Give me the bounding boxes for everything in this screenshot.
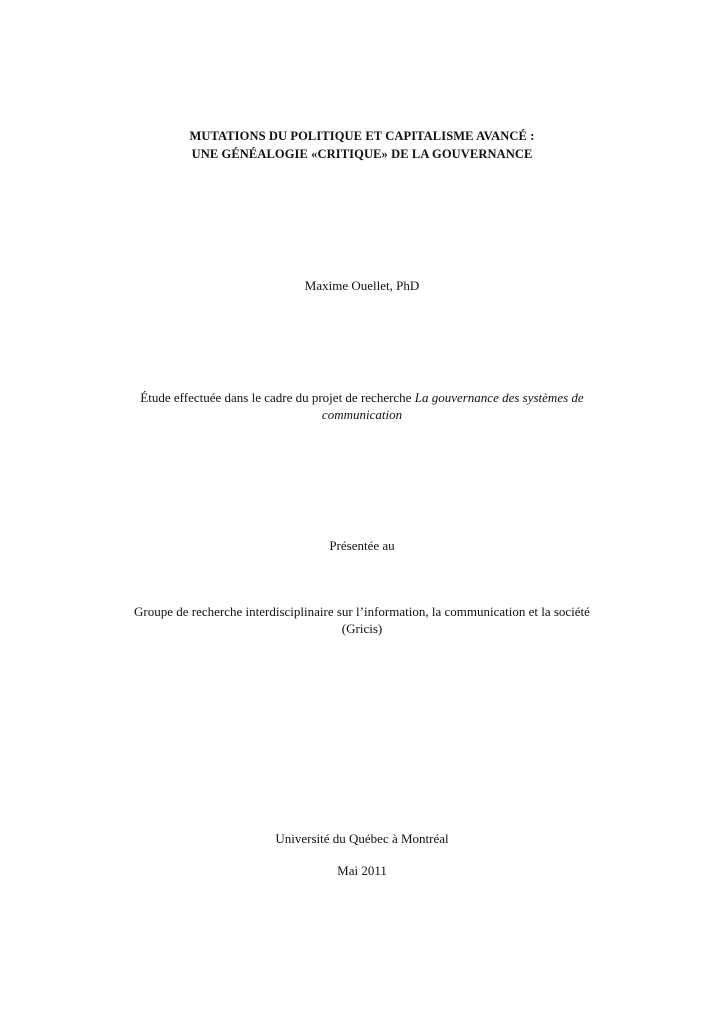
study-prefix: Étude effectuée dans le cadre du projet de recherche	[140, 390, 415, 405]
presented-label: Présentée au	[329, 538, 395, 553]
project-title-part-2: communication	[321, 407, 403, 422]
title-line-2: UNE GÉNÉALOGIE «CRITIQUE» DE LA GOUVERNANCE	[191, 147, 533, 161]
document-date: Mai 2011	[337, 863, 387, 878]
author-name: Maxime Ouellet, PhD	[304, 278, 420, 293]
group-line-2: (Gricis)	[341, 621, 383, 636]
university-name: Université du Québec à Montréal	[275, 831, 449, 846]
study-line-1	[60, 389, 664, 407]
title-line-1: MUTATIONS DU POLITIQUE ET CAPITALISME AVANCÉ :	[189, 129, 535, 143]
group-line-1: Groupe de recherche interdisciplinaire sur l’information, la communication et la société	[134, 604, 590, 619]
study-line-2	[60, 406, 664, 424]
project-title-part-1: La gouvernance des systèmes de	[414, 390, 584, 405]
